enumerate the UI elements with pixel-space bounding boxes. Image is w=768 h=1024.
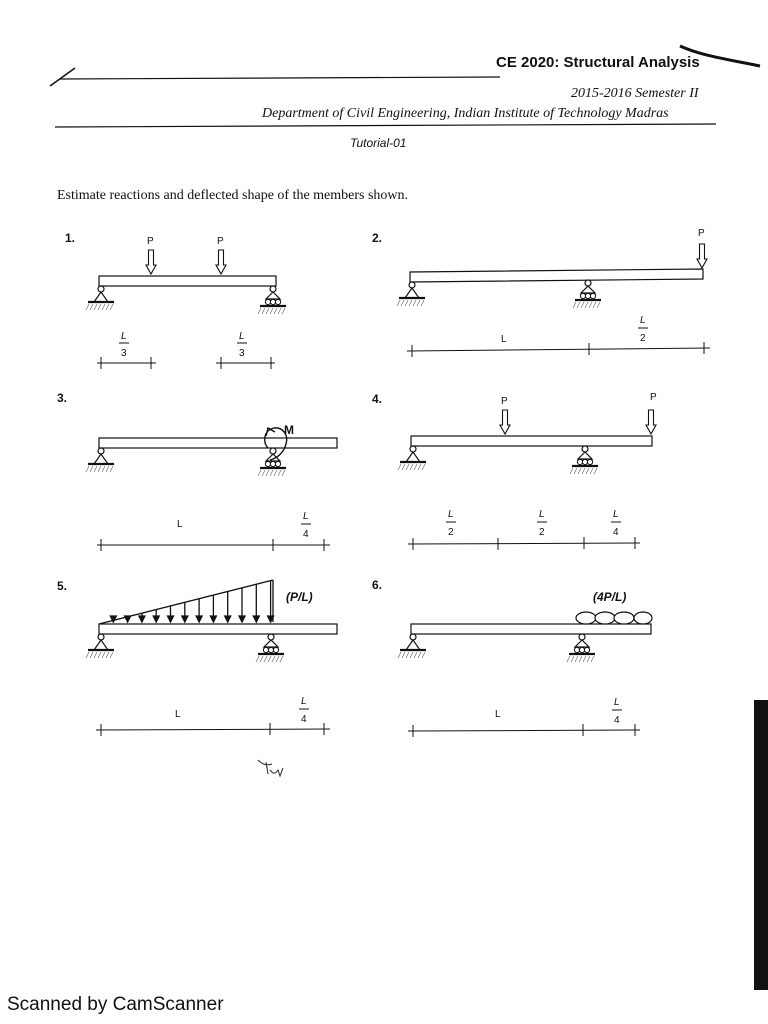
roller-support-icon bbox=[570, 446, 598, 474]
course-title: CE 2020: Structural Analysis bbox=[496, 54, 700, 71]
load-arrow-head bbox=[153, 616, 159, 622]
beam bbox=[99, 276, 276, 286]
dimension-numerator: L bbox=[303, 511, 309, 522]
point-load-arrow-icon bbox=[146, 250, 156, 274]
dimension-numerator: L bbox=[613, 509, 619, 520]
distributed-load-icon bbox=[576, 612, 652, 624]
load-label: P bbox=[698, 228, 705, 239]
point-load-arrow-icon bbox=[500, 410, 510, 434]
dimension-denominator: 4 bbox=[613, 527, 619, 538]
dimension-denominator: 4 bbox=[301, 714, 307, 725]
beam bbox=[410, 269, 703, 282]
problem-4 bbox=[372, 392, 657, 550]
problem-4-number: 4. bbox=[372, 392, 383, 406]
dimension-line bbox=[407, 328, 710, 357]
load-arrow-head bbox=[168, 616, 174, 622]
load-arrow-head bbox=[239, 616, 245, 622]
load-arrow-head bbox=[210, 616, 216, 622]
beam bbox=[99, 438, 337, 448]
roller-support-icon bbox=[256, 634, 284, 662]
span-label: L bbox=[177, 519, 183, 530]
load-arrow-head bbox=[253, 616, 259, 622]
dimension-line bbox=[97, 524, 330, 551]
point-load-arrow-icon bbox=[697, 244, 707, 268]
instruction-text: Estimate reactions and deflected shape of the members shown. bbox=[57, 188, 409, 203]
dimension-numerator: L bbox=[301, 696, 307, 707]
beam bbox=[99, 624, 337, 634]
problem-3 bbox=[57, 391, 337, 551]
problem-1 bbox=[65, 231, 286, 369]
problem-6-number: 6. bbox=[372, 578, 383, 592]
dimension-numerator: L bbox=[614, 697, 620, 708]
dimension-denominator: 2 bbox=[448, 527, 454, 538]
pin-support-icon bbox=[86, 286, 114, 310]
dimension-numerator: L bbox=[539, 509, 545, 520]
problem-6 bbox=[372, 578, 652, 737]
load-arrow-head bbox=[182, 616, 188, 622]
roller-support-icon bbox=[567, 634, 595, 662]
pin-support-icon bbox=[397, 282, 425, 306]
roller-support-icon bbox=[573, 280, 601, 308]
scanner-watermark: Scanned by CamScanner bbox=[7, 994, 224, 1015]
dimension-numerator: L bbox=[448, 509, 454, 520]
problem-3-number: 3. bbox=[57, 391, 68, 405]
dimension-numerator: L bbox=[239, 331, 245, 342]
semester: 2015-2016 Semester II bbox=[571, 86, 699, 101]
beam bbox=[411, 436, 652, 446]
pin-support-icon bbox=[86, 634, 114, 658]
load-label: P bbox=[147, 236, 154, 247]
problem-5-number: 5. bbox=[57, 579, 68, 593]
point-load-arrow-icon bbox=[646, 410, 656, 434]
tutorial-title: Tutorial-01 bbox=[350, 136, 407, 150]
dimension-denominator: 3 bbox=[239, 348, 245, 359]
problem-2-number: 2. bbox=[372, 231, 383, 245]
dimension-denominator: 2 bbox=[640, 333, 646, 344]
pin-support-icon bbox=[86, 448, 114, 472]
dimension-numerator: L bbox=[640, 315, 646, 326]
roller-support-icon bbox=[258, 286, 286, 314]
dimension-numerator: L bbox=[121, 331, 127, 342]
problem-5 bbox=[57, 579, 337, 736]
load-intensity-label: (P/L) bbox=[286, 590, 313, 604]
pin-support-icon bbox=[398, 446, 426, 470]
load-label: P bbox=[217, 236, 224, 247]
handwritten-mark bbox=[258, 760, 283, 776]
load-arrow-head bbox=[225, 616, 231, 622]
pin-support-icon bbox=[398, 634, 426, 658]
load-intensity-label: (4P/L) bbox=[593, 590, 627, 604]
load-arrow-head bbox=[139, 616, 145, 622]
dimension-denominator: 4 bbox=[614, 715, 620, 726]
dimension-line bbox=[96, 709, 330, 736]
point-load-arrow-icon bbox=[216, 250, 226, 274]
beam bbox=[411, 624, 651, 634]
load-arrow-head bbox=[125, 616, 131, 622]
dimension-denominator: 2 bbox=[539, 527, 545, 538]
moment-label: M bbox=[284, 423, 294, 437]
load-arrow-head bbox=[196, 616, 202, 622]
dimension-denominator: 3 bbox=[121, 348, 127, 359]
triangular-load-icon bbox=[99, 580, 274, 624]
load-label: P bbox=[501, 396, 508, 407]
department: Department of Civil Engineering, Indian Institute of Technology Madras bbox=[262, 106, 669, 121]
span-label: L bbox=[495, 709, 501, 720]
dimension-denominator: 4 bbox=[303, 529, 309, 540]
dimension-line bbox=[408, 710, 640, 737]
problem-1-number: 1. bbox=[65, 231, 76, 245]
load-label: P bbox=[650, 392, 657, 403]
problem-2 bbox=[372, 228, 710, 357]
span-label: L bbox=[175, 709, 181, 720]
dimension-line bbox=[408, 522, 640, 550]
span-label: L bbox=[501, 334, 507, 345]
header-decorations bbox=[50, 46, 760, 127]
